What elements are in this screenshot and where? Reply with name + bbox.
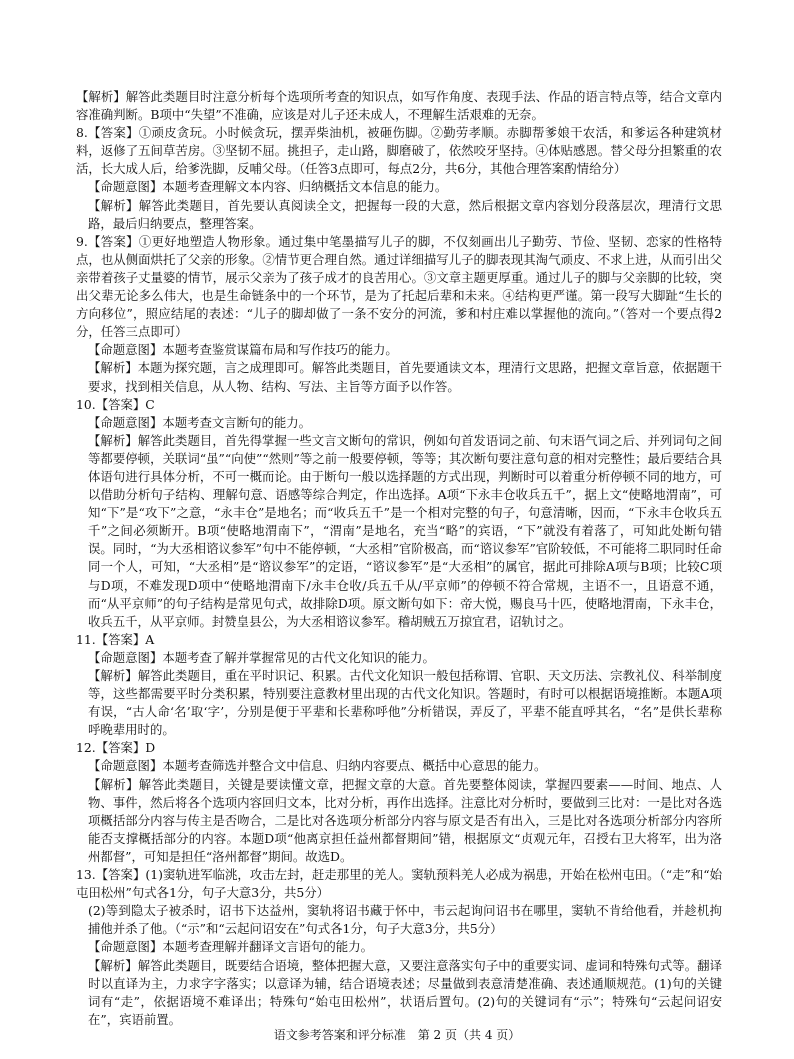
answer-paragraph: 10.【答案】C	[76, 396, 155, 412]
answer-paragraph: 【命题意图】本题考查筛选并整合文中信息、归纳内容要点、概括中心意思的能力。	[88, 758, 547, 774]
answer-paragraph: 【解析】解答此类题目时注意分析每个选项所考查的知识点，如写作角度、表现手法、作品的语言特点等，结合文章内容准确判断。B项中“失望”不准确，应该是对儿子还未成人，不理解生活艰难的无奈。	[76, 89, 722, 123]
answer-content	[76, 88, 722, 1029]
answer-paragraph: 9.【答案】①更好地塑造人物形象。通过集中笔墨描写儿子的脚，不仅刻画出儿子勤劳、节俭、坚韧、恋家的性格特点，也从侧面烘托了父亲的形象。②情节更合理自然。通过详细描写儿子的脚表现其淘气顽皮、不求上进，从而引出父亲带着孩子丈量婆的情节，展示父亲为了孩子成才的良苦用心。③文章主题更厚重。通过儿子的脚与父亲脚的比较，突出父辈无论多么伟大，也是生命链条中的一个环节，是为了托起后辈和未来。④结构更严谨。第一段写大脚趾“生长的方向移位”，照应结尾的表述：“儿子的脚却做了一条不安分的河流，爹和村庄难以掌握他的流向。”（答对一个要点得2分，任答三点即可）	[76, 233, 722, 340]
answer-paragraph: 【命题意图】本题考查文言断句的能力。	[88, 414, 312, 430]
answer-paragraph: 【命题意图】本题考查理解并翻译文言语句的能力。	[88, 939, 373, 955]
answer-paragraph: 【解析】解答此类题目，既要结合语境，整体把握大意，又要注意落实句子中的重要实词、虚词和特殊句式等。翻译时以直译为主，力求字字落实；以意译为辅，结合语境表述；尽量做到表意清楚准确、表述通顺规范。(1)句的关键词有“走”，依据语境不难译出；特殊句“始屯田松州”，状语后置句。(2)句的关键词有“示”；特殊句“云起问诏安在”，宾语前置。	[88, 957, 722, 1027]
answer-paragraph: 8.【答案】①顽皮贪玩。小时候贪玩，摆弄柴油机，被砸伤脚。②勤劳孝顺。赤脚帮爹娘干农活，和爹运各种建筑材料，返修了五间草苦房。③坚韧不屈。挑担子，走山路，脚磨破了，依然咬牙坚持。④体贴感恩。替父母分担繁重的农活，长大成人后，给爹洗脚，反哺父母。（任答3点即可，每点2分，共6分，其他合理答案酌情给分）	[76, 125, 722, 177]
answer-paragraph: 【解析】解答此类题目，首先得掌握一些文言文断句的常识，例如句首发语词之前、句末语气词之后、并列词句之间等都要停顿，关联词“虽”“向使”“然则”等之前一般要停顿，等等；其次断句要注意句意的相对完整性；最后要结合具体语句进行具体分析，不可一概而论。由于断句一般以选择题的方式出现，判断时可以着重分析停顿不同的地方，可以借助分析句子结构、理解句意、语感等综合判定，作出选择。A项“下永丰仓收兵五千”，据上文“使略地渭南”，可知“下”是“攻下”之意，“永丰仓”是地名；而“收兵五千”是一个相对完整的句子，句意清晰，因而，“下永丰仓收兵五千”之间必须断开。B项“使略地渭南下”，“渭南”是地名，充当“略”的宾语，“下”就没有着落了，可知此处断句错误。同时，“为大丞相谘议参军”句中不能停顿，“大丞相”官阶极高，而“谘议参军”官阶较低，不可能将二职同时任命同一个人，可知，“大丞相”是“谘议参军”的定语，“谘议参军”是“大丞相”的属官，据此可排除A项与B项；比较C项与D项，不难发现D项中“使略地渭南下/永丰仓收/兵五千从/平京师”的停顿不符合常规，主语不一，且语意不通，而“从平京师”的句子结构是常见句式，故排除D项。原文断句如下：帝大悦，赐良马十匹，使略地渭南，下永丰仓，收兵五千，从平京师。封赞皇县公，为大丞相谘议参军。稽胡贼五万掠宜君，诏轨讨之。	[88, 432, 722, 629]
answer-paragraph: 【命题意图】本题考查了解并掌握常见的古代文化知识的能力。	[88, 649, 435, 665]
answer-paragraph: (2)等到隐太子被杀时，诏书下达益州，窦轨将诏书藏于怀中，韦云起询问诏书在哪里，窦轨不肯给他看，并趁机拘捕他并杀了他。（“示”和“云起问诏安在”句式各1分，句子大意3分，共5分）	[88, 903, 722, 937]
answer-paragraph: 【命题意图】本题考查理解文本内容、归纳概括文本信息的能力。	[88, 179, 448, 195]
answer-paragraph: 【命题意图】本题考查鉴赏谋篇布局和写作技巧的能力。	[88, 342, 398, 358]
answer-paragraph: 【解析】本题为探究题，言之成理即可。解答此类题目，首先要通读文本，理清行文思路，把握文章旨意，依据题干要求，找到相关信息，从人物、结构、写法、主旨等方面予以作答。	[88, 360, 722, 394]
answer-paragraph: 【解析】解答此类题目，关键是要读懂文章，把握文章的大意。首先要整体阅读，掌握四要素——时间、地点、人物、事件，然后将各个选项内容回归文本，比对分析，再作出选择。注意比对分析时，要做到三比对：一是比对各选项概括部分内容与传主是否吻合，二是比对各选项分析部分内容与原文是否有出入，三是比对各选项分析部分内容所能否支撑概括部分的内容。本题D项“他离京担任益州都督期间”错，根据原文“贞观元年，召授右卫大将军，出为洛州都督”，可知是担任“洛州都督”期间。故选D。	[88, 776, 722, 864]
answer-paragraph: 12.【答案】D	[76, 740, 156, 756]
answer-paragraph: 【解析】解答此类题目，重在平时识记、积累。古代文化知识一般包括称谓、官职、天文历法、宗教礼仪、科举制度等，这些都需要平时分类积累，特别要注意教材里出现的古代文化知识。答题时，有时可以根据语境推断。本题A项有误，“古人命‘名’取‘字’，分别是便于平辈和长辈称呼他”分析错误，弄反了，平辈不能直呼其名，“名”是供长辈称呼晚辈用时的。	[88, 668, 722, 738]
answer-paragraph: 13.【答案】(1)窦轨进军临洮，攻击左封，赶走那里的羌人。窦轨预料羌人必成为祸患，开始在松州屯田。（“走”和“始屯田松州”句式各1分，句子大意3分，共5分）	[76, 867, 722, 901]
answer-paragraph: 11.【答案】A	[76, 631, 155, 647]
page-footer: 语文参考答案和评分标准 第 2 页（共 4 页）	[273, 1028, 521, 1042]
answer-paragraph: 【解析】解答此类题目，首先要认真阅读全文，把握每一段的大意，然后根据文章内容划分段落层次，理清行文思路，最后归纳要点，整理答案。	[88, 197, 722, 231]
